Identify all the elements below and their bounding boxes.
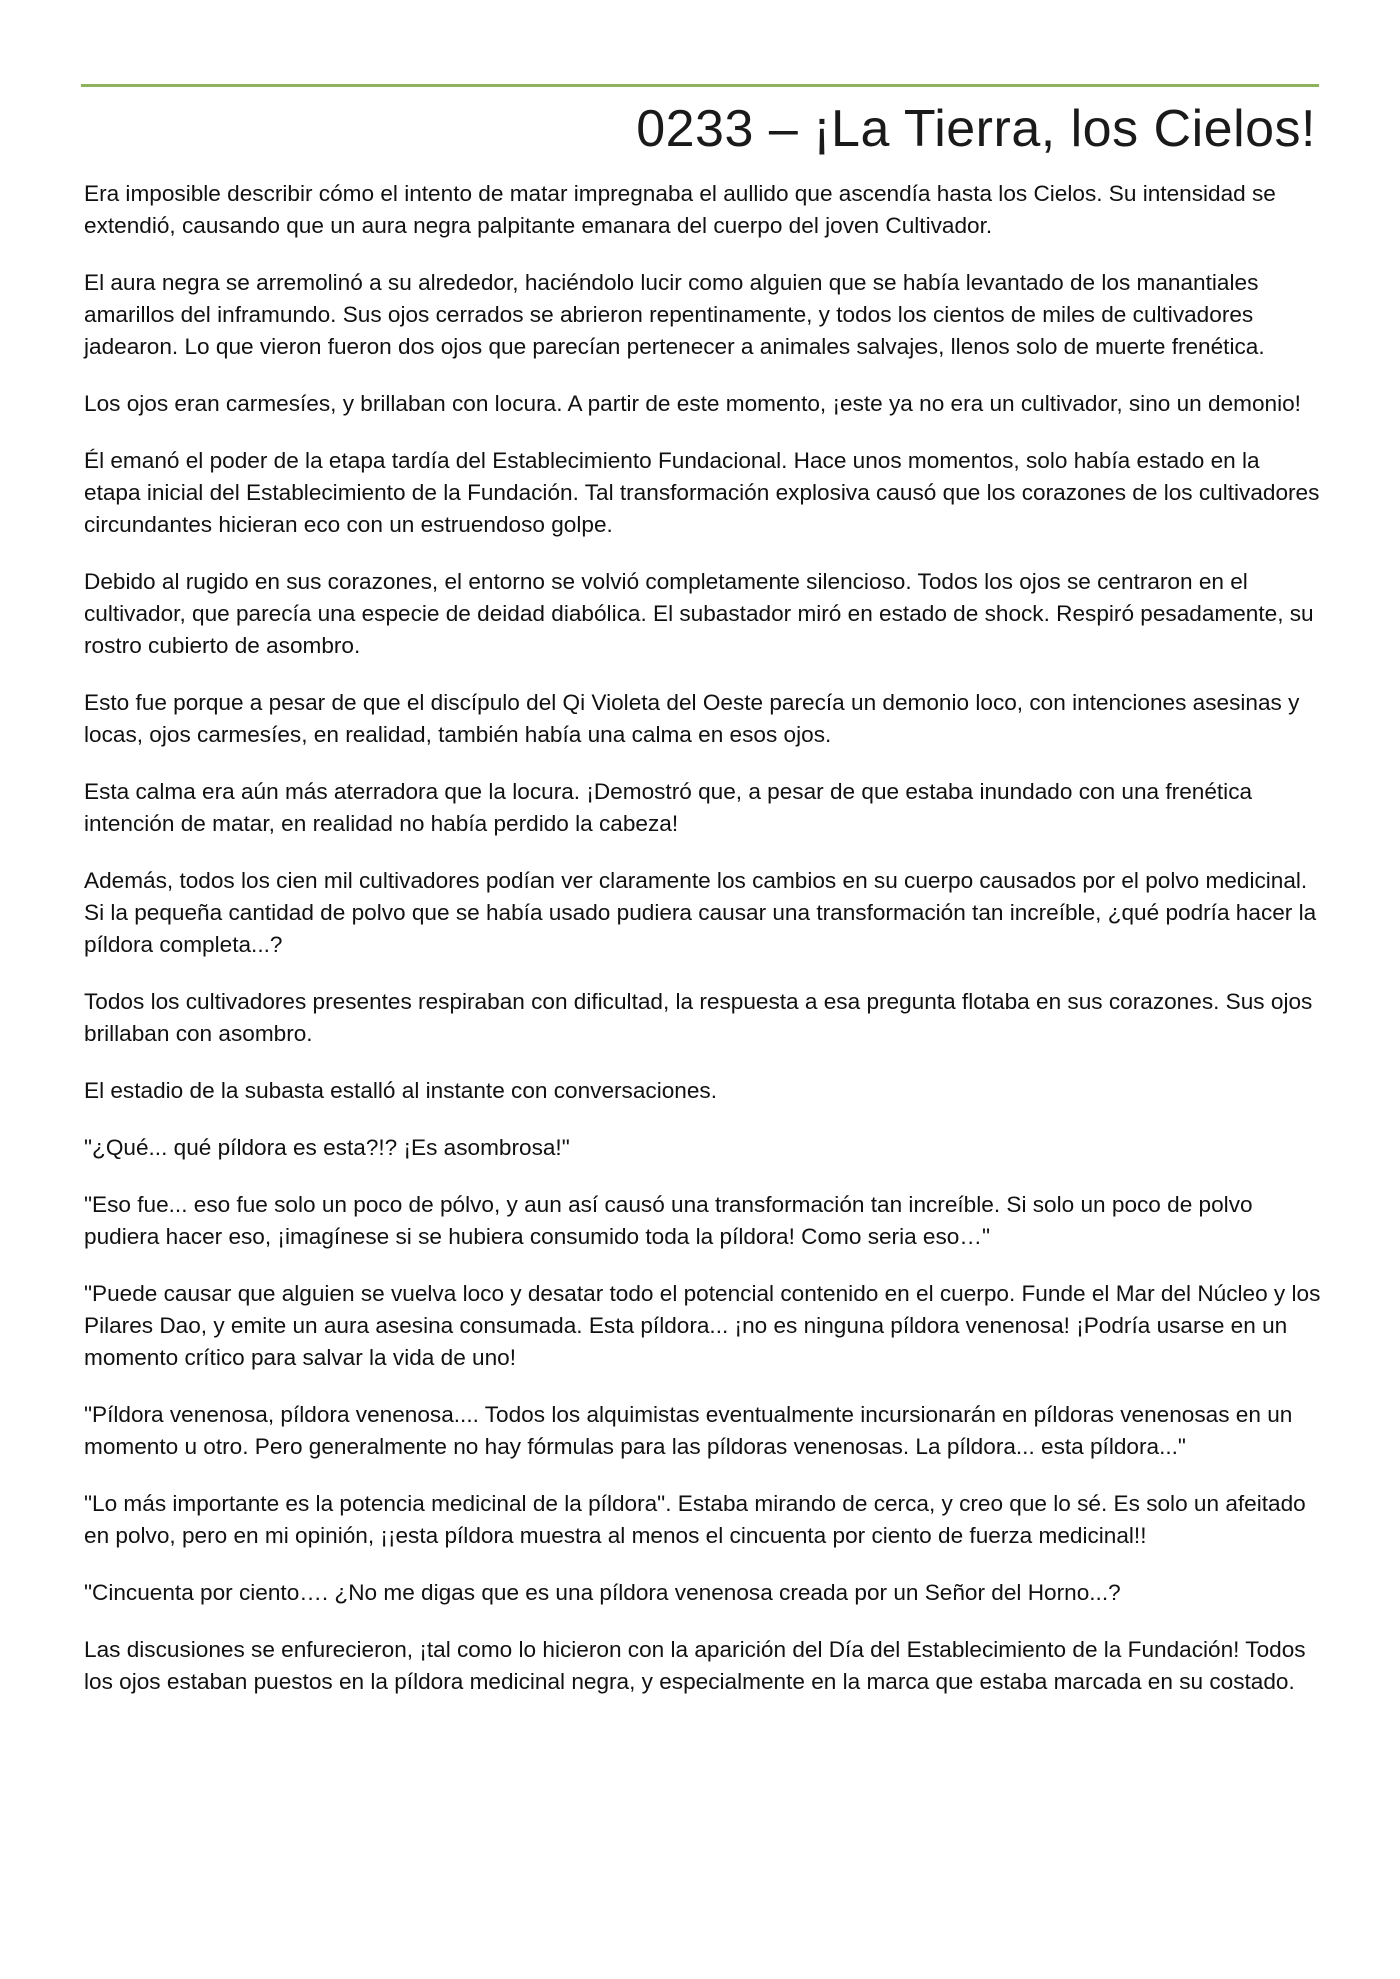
paragraph: Los ojos eran carmesíes, y brillaban con locura. A partir de este momento, ¡este ya no era un cultivador, sino un demonio! (84, 391, 1301, 416)
paragraph: "Lo más importante es la potencia medicinal de la píldora". Estaba mirando de cerca, y creo que lo sé. Es solo un afeitado en polvo, pero en mi opinión, ¡¡esta píldora muestra al menos el cincuenta por ciento de fuerza medicinal!! (84, 1491, 1306, 1548)
chapter-body (84, 178, 1322, 1723)
paragraph: El estadio de la subasta estalló al instante con conversaciones. (84, 1078, 718, 1103)
paragraph: "Puede causar que alguien se vuelva loco y desatar todo el potencial contenido en el cuerpo. Funde el Mar del Núcleo y los Pilares Dao, y emite un aura asesina consumada. Esta píldora... ¡no es ninguna píldora venenosa! ¡Podría usarse en un momento crítico para salvar la vida de uno! (84, 1281, 1321, 1370)
paragraph: "Eso fue... eso fue solo un poco de pólvo, y aun así causó una transformación tan increíble. Si solo un poco de polvo pudiera hacer eso, ¡imagínese si se hubiera consumido toda la píldora! Como seria eso…" (84, 1192, 1253, 1249)
paragraph: Era imposible describir cómo el intento de matar impregnaba el aullido que ascendía hasta los Cielos. Su intensidad se extendió, causando que un aura negra palpitante emanara del cuerpo del joven Cultivador. (84, 181, 1276, 238)
chapter-title: 0233 – ¡La Tierra, los Cielos! (636, 100, 1316, 158)
paragraph: Él emanó el poder de la etapa tardía del Establecimiento Fundacional. Hace unos momentos, solo había estado en la etapa inicial del Establecimiento de la Fundación. Tal transformación explosiva causó que los corazones de los cultivadores circundantes hicieran eco con un estruendoso golpe. (84, 448, 1320, 537)
paragraph: El aura negra se arremolinó a su alrededor, haciéndolo lucir como alguien que se había levantado de los manantiales amarillos del inframundo. Sus ojos cerrados se abrieron repentinamente, y todos los cientos de miles de cultivadores jadearon. Lo que vieron fueron dos ojos que parecían pertenecer a animales salvajes, llenos solo de muerte frenética. (84, 270, 1265, 359)
paragraph: Las discusiones se enfurecieron, ¡tal como lo hicieron con la aparición del Día del Establecimiento de la Fundación! Todos los ojos estaban puestos en la píldora medicinal negra, y especialmente en la marca que estaba marcada en su costado. (84, 1637, 1306, 1694)
paragraph: Todos los cultivadores presentes respiraban con dificultad, la respuesta a esa pregunta flotaba en sus corazones. Sus ojos brillaban con asombro. (84, 989, 1313, 1046)
paragraph: Debido al rugido en sus corazones, el entorno se volvió completamente silencioso. Todos los ojos se centraron en el cultivador, que parecía una especie de deidad diabólica. El subastador miró en estado de shock. Respiró pesadamente, su rostro cubierto de asombro. (84, 569, 1314, 658)
paragraph: Además, todos los cien mil cultivadores podían ver claramente los cambios en su cuerpo causados por el polvo medicinal. Si la pequeña cantidad de polvo que se había usado pudiera causar una transformación tan increíble, ¿qué podría hacer la píldora completa...? (84, 868, 1317, 957)
paragraph: "¿Qué... qué píldora es esta?!? ¡Es asombrosa!" (84, 1135, 570, 1160)
paragraph: Esta calma era aún más aterradora que la locura. ¡Demostró que, a pesar de que estaba inundado con una frenética intención de matar, en realidad no había perdido la cabeza! (84, 779, 1253, 836)
header-rule (81, 84, 1319, 87)
paragraph: "Píldora venenosa, píldora venenosa.... Todos los alquimistas eventualmente incursionarán en píldoras venenosas en un momento u otro. Pero generalmente no hay fórmulas para las píldoras venenosas. La píldora... esta píldora..." (84, 1402, 1293, 1459)
paragraph: "Cincuenta por ciento…. ¿No me digas que es una píldora venenosa creada por un Señor del Horno...? (84, 1580, 1121, 1605)
paragraph: Esto fue porque a pesar de que el discípulo del Qi Violeta del Oeste parecía un demonio loco, con intenciones asesinas y locas, ojos carmesíes, en realidad, también había una calma en esos ojos. (84, 690, 1300, 747)
